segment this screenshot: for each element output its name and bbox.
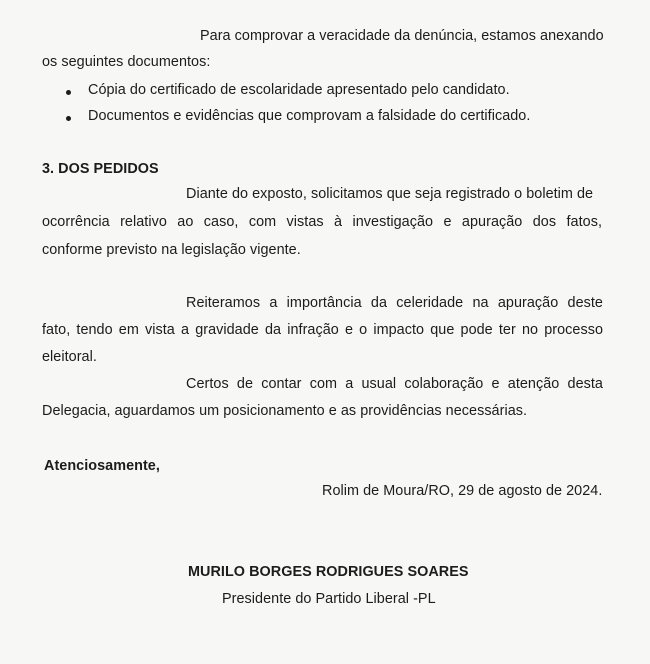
intro-line-2: os seguintes documentos: <box>42 54 211 70</box>
place-date: Rolim de Moura/RO, 29 de agosto de 2024. <box>322 483 603 499</box>
signer-name: MURILO BORGES RODRIGUES SOARES <box>188 564 469 580</box>
intro-line-1: Para comprovar a veracidade da denúncia, estamos anexando <box>200 28 604 44</box>
bullet-item-1: Cópia do certificado de escolaridade apresentado pelo candidato. <box>88 82 510 98</box>
paragraph-1-line-2: ocorrência relativo ao caso, com vistas à investigação e apuração dos fatos, <box>42 214 602 230</box>
paragraph-1-line-3: conforme previsto na legislação vigente. <box>42 242 301 258</box>
bullet-icon <box>66 116 71 121</box>
paragraph-2-line-3: eleitoral. <box>42 349 97 365</box>
bullet-icon <box>66 90 71 95</box>
paragraph-3-line-1: Certos de contar com a usual colaboração e atenção desta <box>186 376 603 392</box>
paragraph-2-line-1: Reiteramos a importância da celeridade na apuração deste <box>186 295 603 311</box>
section-heading: 3. DOS PEDIDOS <box>42 161 159 177</box>
bullet-item-2: Documentos e evidências que comprovam a falsidade do certificado. <box>88 108 531 124</box>
paragraph-2-line-2: fato, tendo em vista a gravidade da infração e o impacto que pode ter no processo <box>42 322 603 338</box>
paragraph-3-line-2: Delegacia, aguardamos um posicionamento e as providências necessárias. <box>42 403 528 419</box>
paragraph-1-line-1: Diante do exposto, solicitamos que seja registrado o boletim de <box>186 186 594 202</box>
salutation: Atenciosamente, <box>44 458 160 474</box>
signer-role: Presidente do Partido Liberal -PL <box>222 591 436 607</box>
